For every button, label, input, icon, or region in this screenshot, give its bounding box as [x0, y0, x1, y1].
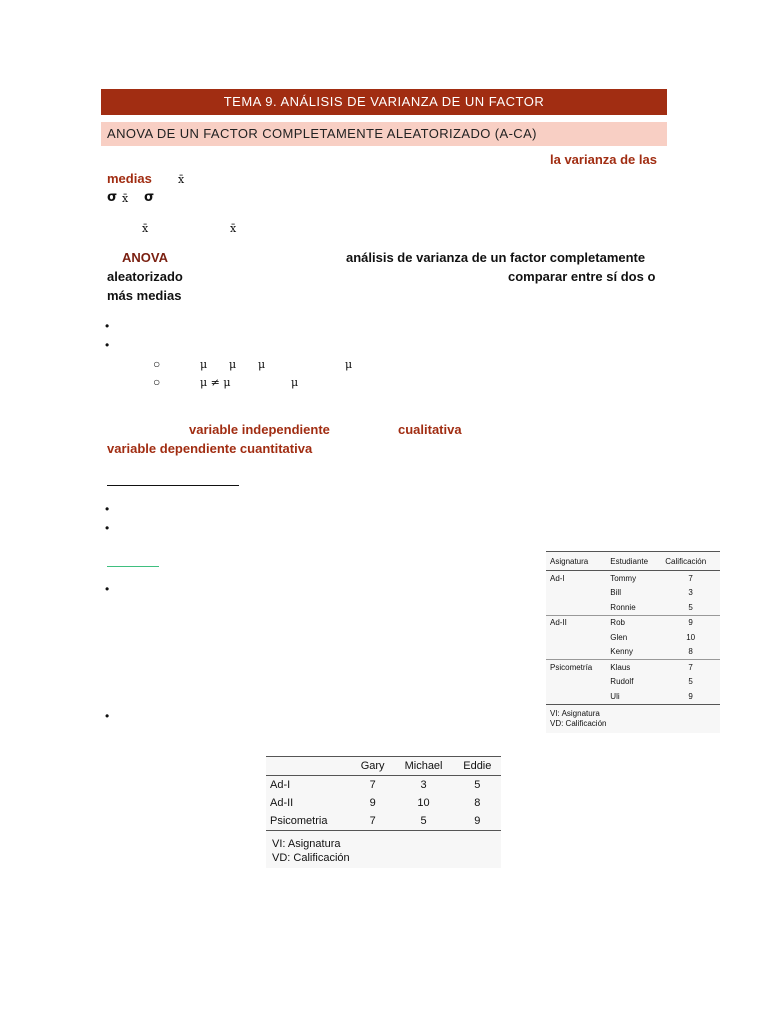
sub-bullet: ○	[153, 357, 161, 371]
table-cell: 5	[474, 779, 481, 791]
term-comparar: comparar entre sí dos o	[508, 269, 656, 284]
sigma-symbol: σ	[107, 190, 118, 205]
table-row	[266, 812, 501, 831]
example-underline	[107, 566, 159, 567]
table-cell	[546, 645, 606, 660]
mu-neq-symbol: μ ≠ μ	[200, 376, 231, 389]
table-cell: Rudolf	[610, 677, 634, 687]
table-cell: 8	[688, 647, 693, 657]
mu-symbol: μ	[258, 358, 266, 371]
sigma-symbol: σ	[144, 190, 155, 205]
table-cell: 8	[474, 797, 481, 809]
mu-symbol: μ	[200, 358, 208, 371]
heading-underline	[107, 485, 239, 486]
bullet: •	[105, 709, 110, 723]
term-variable-dependiente: variable dependiente cuantitativa	[107, 441, 313, 456]
bullet: •	[105, 502, 110, 516]
sub-bullet: ○	[153, 375, 161, 389]
bullet: •	[105, 582, 110, 596]
table-cell: Uli	[610, 691, 620, 701]
term-analisis-varianza: análisis de varianza de un factor completamente	[346, 250, 646, 265]
table-cell: Ad-I	[270, 779, 291, 791]
table-note: VD: Calificación	[272, 852, 350, 864]
mu-symbol: μ	[291, 376, 299, 389]
table-cell: 10	[417, 797, 430, 809]
table-cell: Ad-I	[550, 573, 565, 583]
term-mas-medias: más medias	[107, 288, 182, 303]
xbar-symbol: x̄	[142, 222, 149, 235]
table-cell: Psicometria	[266, 812, 352, 831]
table-cell: Psicometría	[546, 660, 606, 675]
table-row	[546, 586, 720, 601]
table-header: Calificación	[661, 552, 720, 571]
table-cell: 7	[688, 573, 693, 583]
table-note: VD: Calificación	[550, 719, 607, 728]
table-cell: 7	[369, 779, 376, 791]
table-cell: Klaus	[606, 660, 661, 675]
table-note: VI: Asignatura	[272, 838, 341, 850]
table-header: Gary	[352, 757, 394, 776]
table-cell: Ad-II	[270, 797, 294, 809]
table-row	[546, 615, 720, 630]
table-row	[266, 776, 501, 795]
table-cell: 10	[686, 632, 696, 642]
table-note: VI: Asignatura	[550, 709, 600, 718]
table-cell: Kenny	[610, 647, 633, 657]
table-header: Estudiante	[606, 552, 661, 571]
table-cell: 7	[661, 660, 720, 675]
table-cell	[546, 586, 606, 601]
table-cell	[546, 675, 606, 690]
term-varianza-medias: la varianza de las	[550, 152, 657, 167]
term-medias: medias	[107, 171, 152, 186]
bullet: •	[105, 319, 110, 333]
table-cell: Rob	[606, 615, 661, 630]
table-cell: 5	[688, 677, 693, 687]
subsection-title-banner: ANOVA DE UN FACTOR COMPLETAMENTE ALEATORIZADO (A-CA)	[101, 122, 667, 146]
table-cell: Bill	[610, 588, 621, 598]
table-cell: 3	[688, 588, 693, 598]
table-row	[546, 571, 720, 586]
term-cualitativa: cualitativa	[398, 422, 462, 437]
table-row	[266, 794, 501, 812]
table-header: Michael	[393, 757, 453, 776]
term-aleatorizado: aleatorizado	[107, 269, 183, 284]
table-row	[546, 600, 720, 615]
table-cell: 3	[420, 779, 427, 791]
table-row	[546, 675, 720, 690]
table-row	[546, 660, 720, 675]
table-cell	[546, 689, 606, 704]
table-header: Asignatura	[546, 552, 606, 571]
term-variable-independiente: variable independiente	[189, 422, 330, 437]
table-row	[546, 630, 720, 645]
data-table-long-format	[546, 551, 720, 733]
term-anova: ANOVA	[122, 250, 168, 265]
table-cell: 9	[454, 812, 501, 831]
table-cell	[546, 630, 606, 645]
section-title-banner: TEMA 9. ANÁLISIS DE VARIANZA DE UN FACTOR	[101, 89, 667, 115]
xbar-symbol: x̄	[122, 192, 129, 205]
table-cell: 9	[661, 615, 720, 630]
table-header	[266, 757, 352, 776]
mu-symbol: μ	[345, 358, 353, 371]
bullet: •	[105, 521, 110, 535]
table-cell: 5	[393, 812, 453, 831]
table-cell: 7	[352, 812, 394, 831]
table-cell: Ad-II	[546, 615, 606, 630]
table-header: Eddie	[454, 757, 501, 776]
table-row	[546, 689, 720, 704]
data-table-wide-format	[266, 756, 501, 868]
table-cell: Tommy	[610, 573, 637, 583]
table-cell: Ronnie	[610, 602, 636, 612]
table-cell: 9	[369, 797, 376, 809]
mu-symbol: μ	[229, 358, 237, 371]
table-row	[546, 645, 720, 660]
xbar-symbol: x̄	[230, 222, 237, 235]
table-cell	[546, 600, 606, 615]
table-cell: 5	[688, 602, 693, 612]
table-cell: 9	[688, 691, 693, 701]
bullet: •	[105, 338, 110, 352]
table-cell: Glen	[610, 632, 628, 642]
xbar-symbol: x̄	[178, 173, 185, 186]
